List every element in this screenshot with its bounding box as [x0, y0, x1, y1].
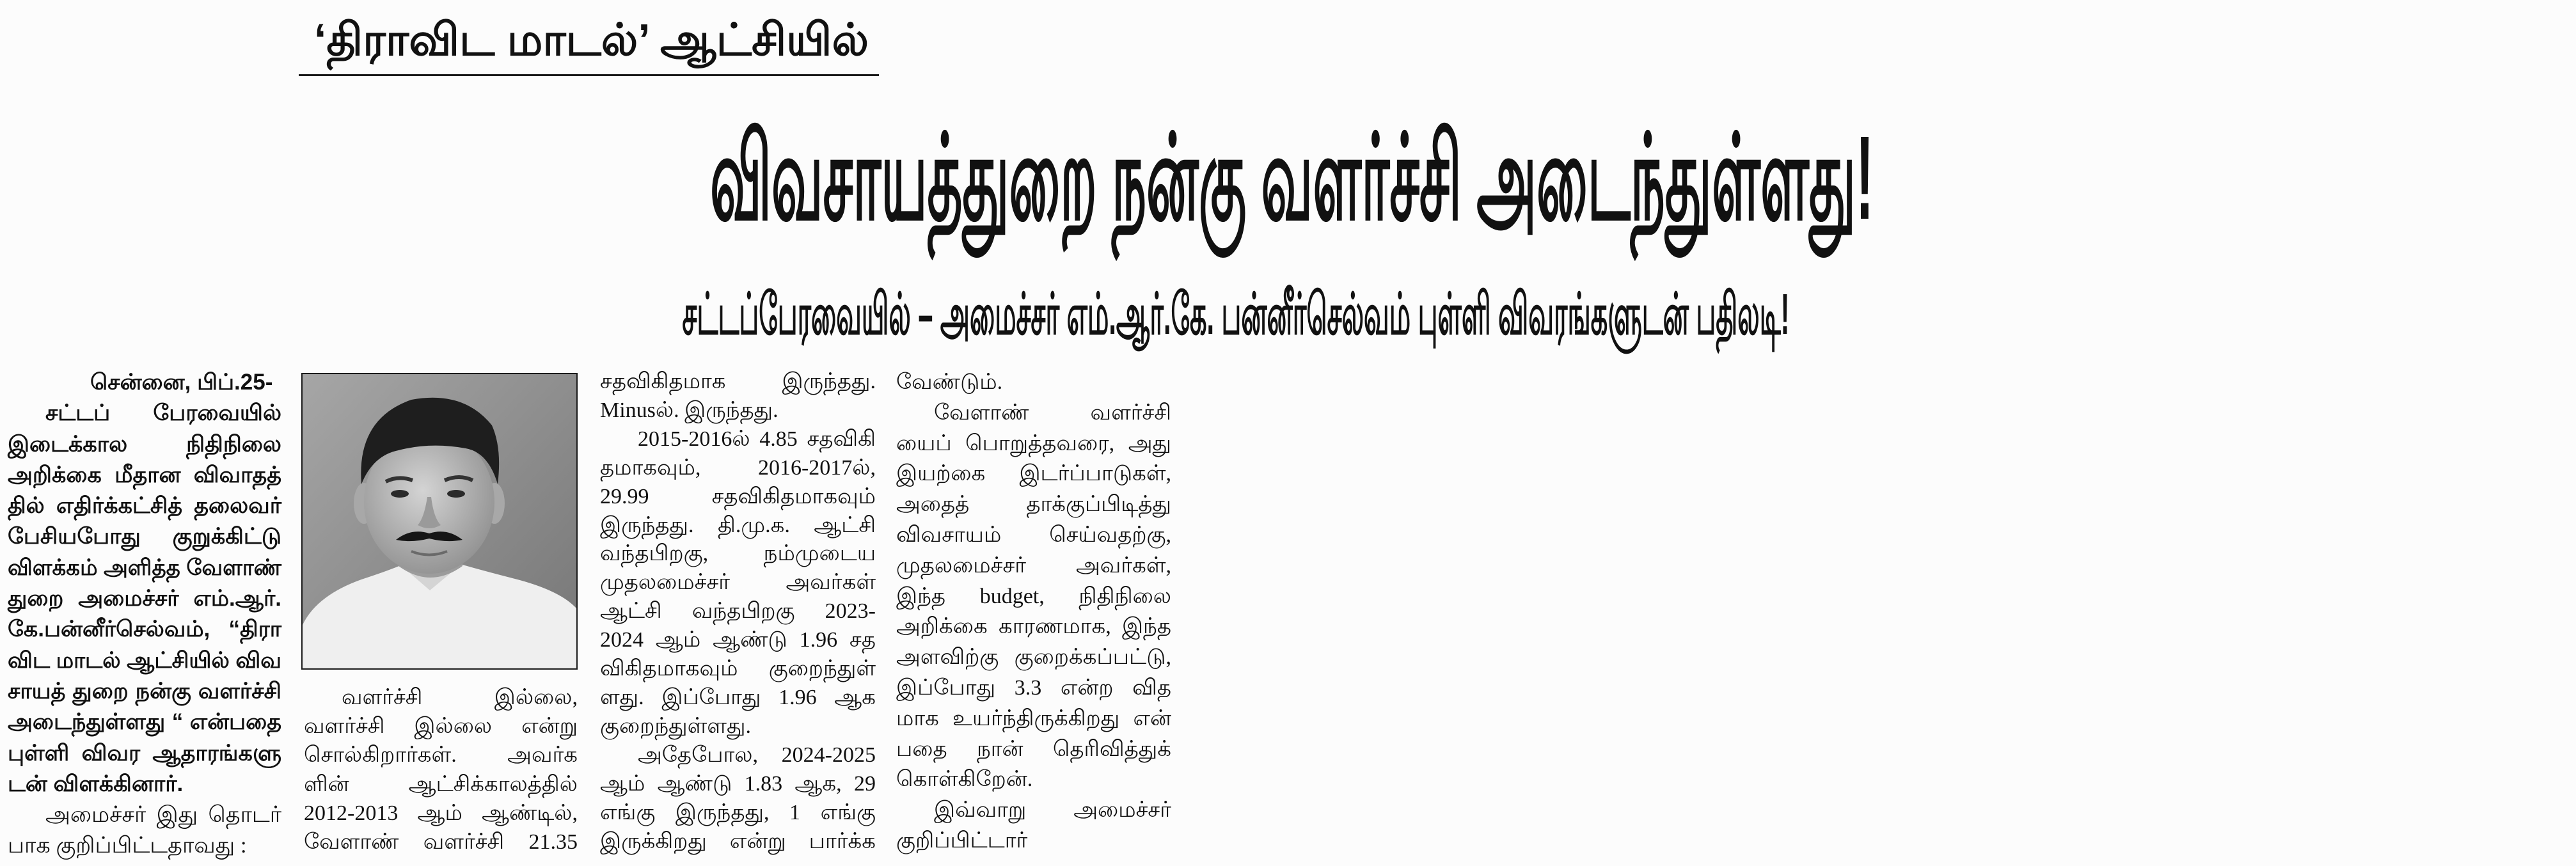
article-line: விகிதமாகவும் குறைந்துள்: [600, 657, 876, 681]
headline-text: விவசாயத்துறை நன்கு வளர்ச்சி அடைந்துள்ளது!: [710, 112, 1874, 244]
article-line: வளர்ச்சி இல்லை,: [342, 686, 578, 709]
left-eye: [391, 490, 409, 498]
article-line: சதவிகிதமாக இருந்தது.: [600, 370, 876, 393]
article-line: 2015-2016ல் 4.85 சதவிகி: [638, 427, 876, 451]
article-line: 2024 ஆம் ஆண்டு 1.96 சத: [600, 628, 876, 652]
article-line: கே.பன்னீர்செல்வம், “திரா: [8, 617, 281, 642]
article-line: முதலமைச்சர் அவர்கள்: [600, 571, 876, 595]
article-line: எங்கு இருந்தது, 1 எங்கு: [600, 800, 876, 824]
article-line: குறிப்பிட்டார்: [896, 828, 1028, 853]
article-line: மாக உயர்ந்திருக்கிறது என்: [896, 706, 1171, 730]
article-line: சாயத் துறை நன்கு வளர்ச்சி: [8, 678, 281, 704]
article-line: இருக்கிறது என்று பார்க்க: [600, 829, 876, 853]
article-line: வந்தபிறகு, நம்முடைய: [600, 542, 876, 566]
kicker-underline: [299, 74, 879, 76]
subheadline: [34, 278, 1790, 352]
headline: [8, 105, 1874, 251]
article-line: பேசியபோது குறுக்கிட்டு: [8, 524, 281, 549]
article-line: அதேபோல, 2024-2025: [638, 743, 876, 767]
article-line: அறிக்கை காரணமாக, இந்த: [896, 615, 1171, 639]
portrait-photo: [301, 373, 578, 670]
article-line: Minusல். இருந்தது.: [600, 398, 778, 422]
article-line: டன் விளக்கினார்.: [8, 771, 184, 796]
right-eye: [447, 490, 465, 498]
article-line: துறை அமைச்சர் எம்.ஆர்.: [8, 586, 281, 611]
article-line: சொல்கிறார்கள். அவர்க: [304, 743, 578, 768]
article-column-2: [304, 683, 578, 856]
article-line: இருந்தது. தி.மு.க. ஆட்சி: [600, 513, 876, 537]
article-line: கொள்கிறேன்.: [896, 768, 1033, 792]
article-line: புள்ளி விவர ஆதாரங்களு: [8, 740, 281, 766]
article-line: பதை நான் தெரிவித்துக்: [896, 737, 1171, 761]
article-line: வளர்ச்சி இல்லை என்று: [304, 714, 578, 739]
article-column-3: [600, 368, 876, 856]
article-line: இயற்கை இடர்ப்பாடுகள்,: [896, 462, 1171, 486]
article-line: ஆம் ஆண்டு 1.83 ஆக, 29: [600, 771, 876, 796]
article-line: விளக்கம் அளித்த வேளாண்: [8, 555, 281, 580]
article-line: வேளாண் வளர்ச்சி 21.35: [304, 830, 578, 854]
article-line: அளவிற்கு குறைக்கப்பட்டு,: [896, 645, 1171, 670]
article-line: தமாகவும், 2016-2017ல்,: [600, 455, 876, 480]
subheadline-text: சட்டப்பேரவையில் – அமைச்சர் எம்.ஆர்.கே. பன்னீர்செல்வம் புள்ளி விவரங்களுடன் பதிலடி!: [682, 283, 1790, 347]
article-line: பாக குறிப்பிட்டதாவது :: [8, 833, 247, 858]
article-line: விட மாடல் ஆட்சியில் விவ: [8, 647, 281, 673]
article-line: சட்டப் பேரவையில்: [45, 400, 281, 426]
article-line: அடைந்துள்ளது “ என்பதை: [8, 709, 281, 735]
kicker-text: ‘திராவிட மாடல்’ ஆட்சியில்: [314, 15, 869, 65]
article-line: இடைக்கால நிதிநிலை: [8, 431, 281, 457]
article-line: அறிக்கை மீதான விவாதத்: [8, 462, 281, 487]
portrait-image: [303, 374, 576, 668]
article-line: 2012-2013 ஆம் ஆண்டில்,: [304, 801, 578, 825]
article-line: ஆட்சி வந்தபிறகு 2023-: [600, 599, 876, 624]
article-line: தில் எதிர்க்கட்சித் தலைவர்: [8, 493, 281, 519]
dateline: சென்னை, பிப்.25-: [90, 370, 273, 395]
kicker: [299, 8, 879, 72]
article-column-1: [8, 367, 281, 862]
article-line: இந்த budget, நிதிநிலை: [896, 584, 1171, 608]
article-line: அமைச்சர் இது தொடர்: [45, 802, 281, 828]
article-line: வேண்டும்.: [896, 370, 1003, 394]
article-line: விவசாயம் செய்வதற்கு,: [896, 523, 1171, 547]
article-column-4: [896, 367, 1171, 856]
article-line: ளது. இப்போது 1.96 ஆக: [600, 685, 876, 709]
article-line: அதைத் தாக்குப்பிடித்து: [896, 492, 1171, 517]
article-line: முதலமைச்சர் அவர்கள்,: [896, 553, 1171, 578]
article-line: குறைந்துள்ளது.: [600, 714, 751, 738]
article-line: வேளாண் வளர்ச்சி: [934, 400, 1171, 425]
article-line: ளின் ஆட்சிக்காலத்தில்: [304, 772, 578, 796]
article-line: இவ்வாறு அமைச்சர்: [934, 798, 1171, 823]
article-line: யைப் பொறுத்தவரை, அது: [896, 431, 1171, 455]
article-line: 29.99 சதவிகிதமாகவும்: [600, 484, 876, 508]
article-line: இப்போது 3.3 என்ற வித: [896, 675, 1171, 700]
